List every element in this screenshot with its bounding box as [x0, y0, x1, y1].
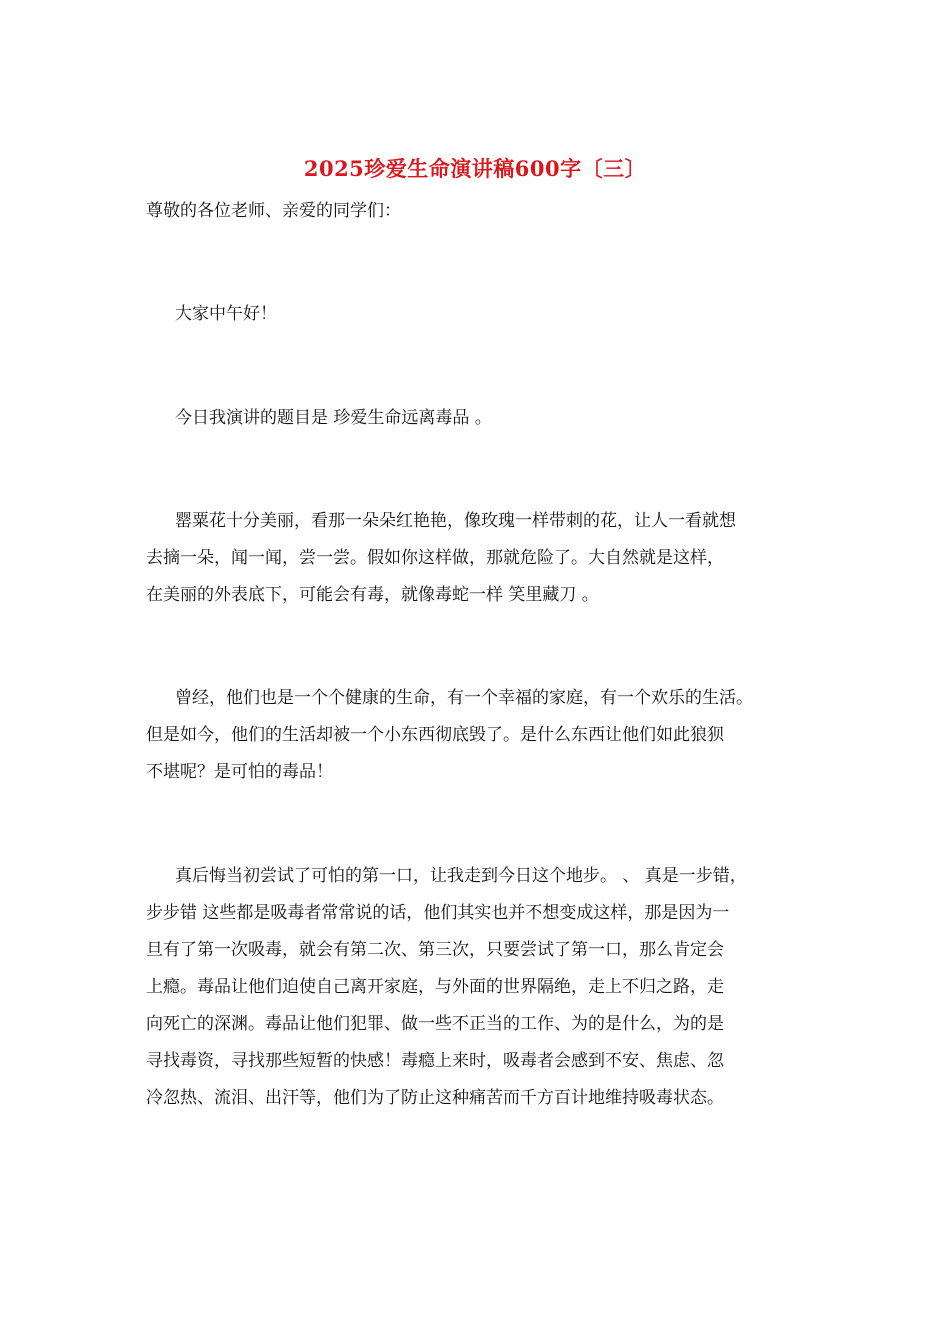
- paragraph-line: 不堪呢？是可怕的毒品！: [146, 762, 333, 782]
- paragraph-line: 寻找毒资，寻找那些短暂的快感！毒瘾上来时，吸毒者会感到不安、焦虑、忽: [146, 1051, 724, 1071]
- paragraph-line: 真后悔当初尝试了可怕的第一口，让我走到今日这个地步。 、 真是一步错，: [175, 866, 747, 886]
- paragraph-line: 旦有了第一次吸毒，就会有第二次、第三次，只要尝试了第一口，那么肯定会: [146, 940, 724, 960]
- paragraph-line: 罂粟花十分美丽，看那一朵朵红艳艳，像玫瑰一样带刺的花，让人一看就想: [175, 511, 736, 531]
- salutation: 尊敬的各位老师、亲爱的同学们：: [146, 201, 401, 221]
- paragraph-line: 在美丽的外表底下，可能会有毒，就像毒蛇一样 笑里藏刀 。: [146, 585, 599, 605]
- paragraph-line: 上瘾。毒品让他们迫使自己离开家庭，与外面的世界隔绝，走上不归之路，走: [146, 977, 724, 997]
- paragraph-line: 但是如今，他们的生活却被一个小东西彻底毁了。是什么东西让他们如此狼狈: [146, 725, 724, 745]
- topic-paragraph: 今日我演讲的题目是 珍爱生命远离毒品 。: [175, 408, 492, 428]
- paragraph-line: 去摘一朵，闻一闻，尝一尝。假如你这样做，那就危险了。大自然就是这样，: [146, 548, 724, 568]
- document-title: 2025珍爱生命演讲稿600字〔三〕: [303, 156, 647, 181]
- greeting-paragraph: 大家中午好！: [175, 304, 277, 324]
- paragraph-line: 曾经，他们也是一个个健康的生命，有一个幸福的家庭，有一个欢乐的生活。: [175, 688, 753, 708]
- paragraph-line: 步步错 这些都是吸毒者常常说的话，他们其实也并不想变成这样，那是因为一: [146, 903, 730, 923]
- paragraph-line: 向死亡的深渊。毒品让他们犯罪、做一些不正当的工作、为的是什么，为的是: [146, 1014, 724, 1034]
- paragraph-line: 冷忽热、流泪、出汗等，他们为了防止这种痛苦而千方百计地维持吸毒状态。: [146, 1088, 724, 1108]
